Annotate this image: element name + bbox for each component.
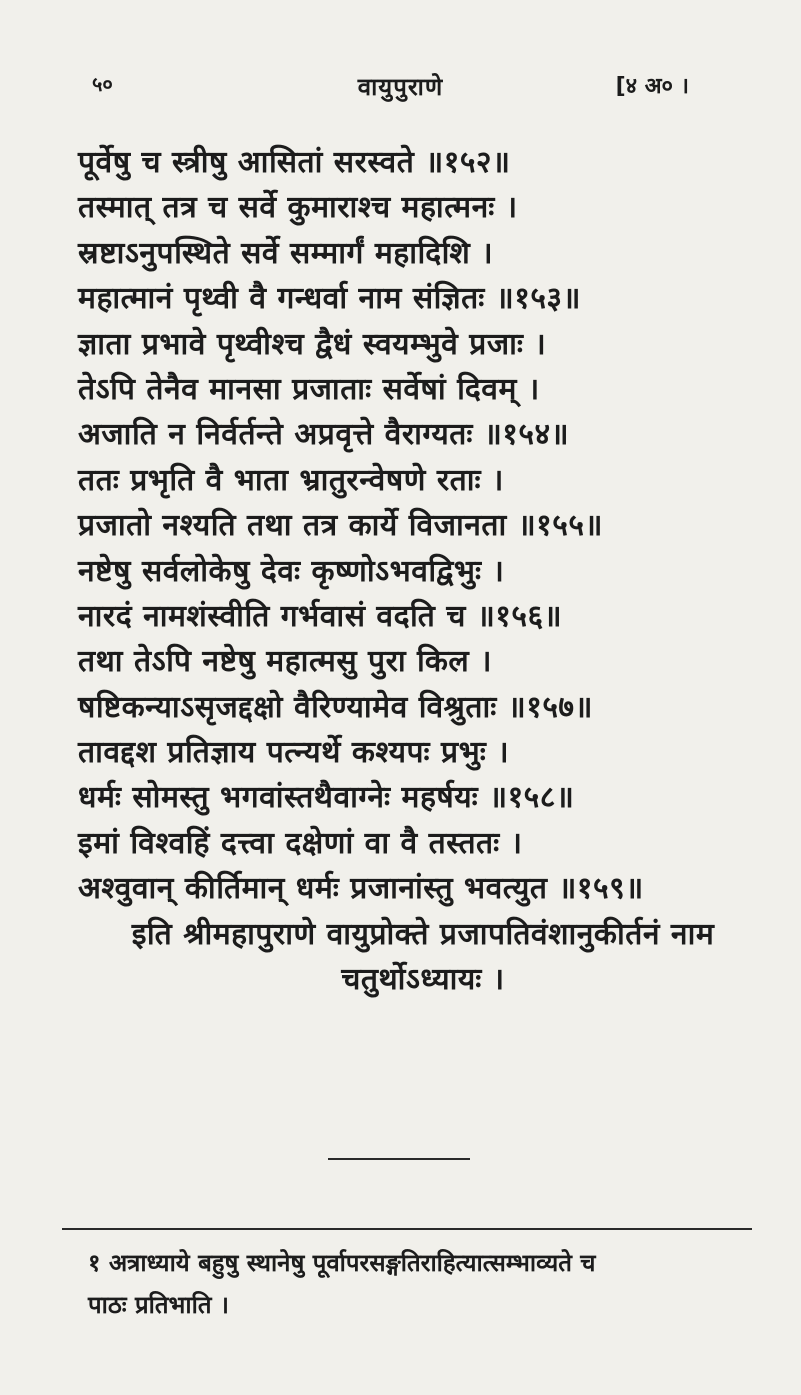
verse-line: नष्टेषु सर्वलोकेषु देवः कृष्णोऽभवद्विभुः । xyxy=(78,553,505,589)
footnote-separator xyxy=(62,1228,752,1230)
footnote xyxy=(88,1242,778,1326)
verse-line: ततः प्रभृति वै भाता भ्रातुरन्वेषणे रताः । xyxy=(78,462,504,498)
verse-line: तावद्दश प्रतिज्ञाय पत्न्यर्थे कश्यपः प्रभुः । xyxy=(78,735,510,771)
verse-line: महात्मानं पृथ्वी वै गन्धर्वा नाम संज्ञितः ॥१५३॥ xyxy=(78,281,581,317)
footnote-line: पाठः प्रतिभाति । xyxy=(88,1291,229,1319)
page-header xyxy=(0,70,801,110)
page-number: ५० xyxy=(92,72,113,96)
verse-line: तस्मात् तत्र च सर्वे कुमाराश्च महात्मनः । xyxy=(78,190,518,226)
colophon-line: चतुर्थोऽध्यायः । xyxy=(341,962,505,998)
end-of-chapter-rule xyxy=(328,1158,470,1160)
footnote-line: १ अत्राध्याये बहुषु स्थानेषु पूर्वापरसङ्गतिराहित्यात्सम्भाव्यते च xyxy=(88,1249,596,1277)
verse-line: नारदं नामशंस्वीति गर्भवासं वदति च ॥१५६॥ xyxy=(78,598,563,634)
verse-block xyxy=(78,140,768,1002)
verse-line: अजाति न निर्वर्तन्ते अप्रवृत्ते वैराग्यतः ॥१५४॥ xyxy=(78,417,570,453)
colophon-line: इति श्रीमहापुराणे वायुप्रोक्ते प्रजापतिवंशानुकीर्तनं नाम xyxy=(131,916,715,952)
verse-line: तेऽपि तेनैव मानसा प्रजाताः सर्वेषां दिवम् । xyxy=(78,371,540,407)
verse-line: प्रजातो नश्यति तथा तत्र कार्ये विजानता ॥१५५॥ xyxy=(78,508,603,544)
verse-line: ज्ञाता प्रभावे पृथ्वीश्च द्वैधं स्वयम्भुवे प्रजाः । xyxy=(78,326,547,362)
verse-line: अश्वुवान् कीर्तिमान् धर्मः प्रजानांस्तु भवत्युत ॥१५९॥ xyxy=(78,871,644,907)
verse-line: षष्टिकन्याऽसृजद्दक्षो वैरिण्यामेव विश्रुताः ॥१५७॥ xyxy=(78,689,593,725)
verse-line: धर्मः सोमस्तु भगवांस्तथैवाग्नेः महर्षयः ॥१५८॥ xyxy=(78,780,575,816)
verse-line: तथा तेऽपि नष्टेषु महात्मसु पुरा किल । xyxy=(78,644,493,680)
running-title: वायुपुराणे xyxy=(357,73,444,101)
verse-line: इमां विश्वहिं दत्त्वा दक्षेणां वा वै तस्ततः । xyxy=(78,825,523,861)
verse-line: पूर्वेषु च स्त्रीषु आसितां सरस्वते ॥१५२॥ xyxy=(78,145,511,180)
verse-line: स्रष्टाऽनुपस्थिते सर्वे सम्मार्गं महादिशि । xyxy=(78,235,494,271)
section-marker: [४ अ० । xyxy=(615,74,689,99)
